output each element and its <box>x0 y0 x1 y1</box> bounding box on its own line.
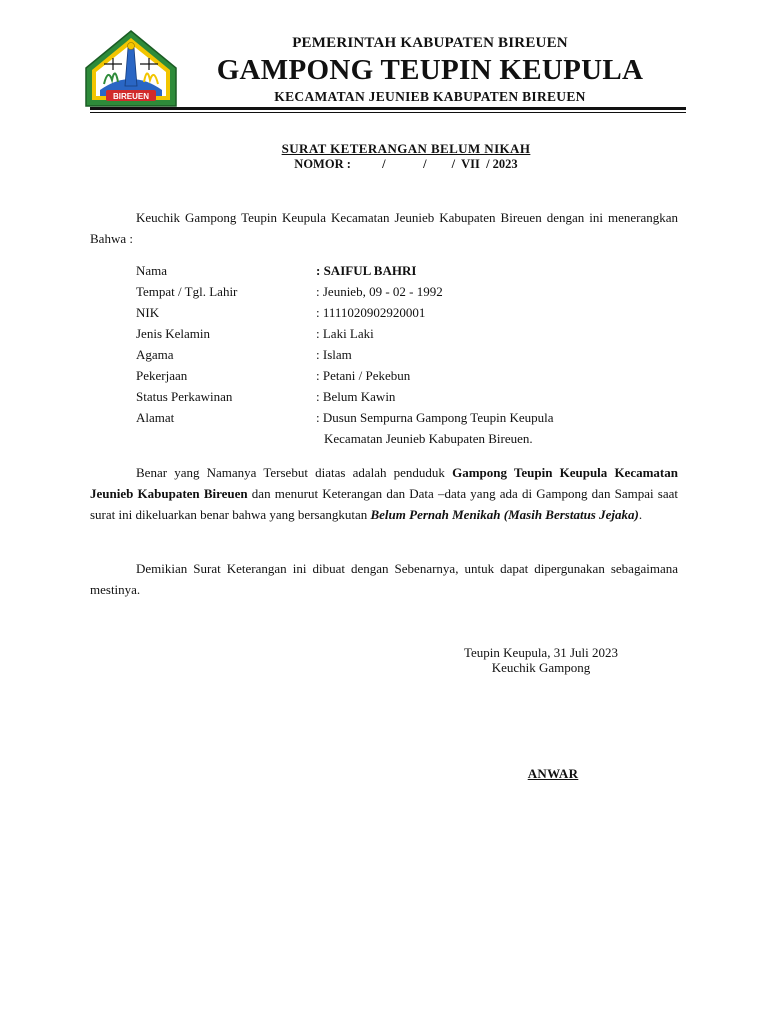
field-row-occupation <box>136 365 410 386</box>
signature-place-date: Teupin Keupula, 31 Juli 2023 <box>464 645 618 660</box>
field-value: : Dusun Sempurna Gampong Teupin Keupula <box>316 410 554 425</box>
bireuen-logo <box>82 28 180 110</box>
statement-paragraph <box>90 462 678 525</box>
field-row-address <box>136 407 554 428</box>
svg-text:BIREUEN: BIREUEN <box>112 91 150 101</box>
statement-text-1: Benar yang Namanya Tersebut diatas adalah penduduk <box>136 465 453 480</box>
letter-title: SURAT KETERANGAN BELUM NIKAH <box>281 141 531 156</box>
field-label: Agama <box>136 347 174 362</box>
field-label: Alamat <box>136 410 175 425</box>
header-government: PEMERINTAH KABUPATEN BIREUEN <box>292 35 568 51</box>
field-label: Pekerjaan <box>136 368 188 383</box>
field-value: : Belum Kawin <box>316 389 396 404</box>
field-label: Status Perkawinan <box>136 389 233 404</box>
field-row-nik <box>136 302 425 323</box>
field-value: : 1111020902920001 <box>316 305 426 320</box>
field-row-gender <box>136 323 374 344</box>
field-label: Tempat / Tgl. Lahir <box>136 284 238 299</box>
header-rule-thin <box>90 112 686 113</box>
statement-village-bold: Gampong Teupin Keupula Kecamatan Jeunieb Kabupaten Bireuen <box>90 465 678 501</box>
signature-name: ANWAR <box>527 766 579 781</box>
field-row-religion <box>136 344 352 365</box>
field-value: : Petani / Pekebun <box>316 368 411 383</box>
header-village-name: GAMPONG TEUPIN KEUPULA <box>216 54 644 86</box>
header-rule-thick <box>90 107 686 110</box>
letter-number: NOMOR : / / / VII / 2023 <box>294 157 518 171</box>
statement-status-bold: Belum Pernah Menikah (Masih Berstatus Jejaka) <box>370 507 639 522</box>
field-label: NIK <box>136 305 160 320</box>
closing-text: Demikian Surat Keterangan ini dibuat dengan Sebenarnya, untuk dapat dipergunakan sebagaimana mestinya. <box>90 561 678 597</box>
field-label: Jenis Kelamin <box>136 326 211 341</box>
field-row-birth <box>136 281 443 302</box>
field-value: : Islam <box>316 347 352 362</box>
header-district: KECAMATAN JEUNIEB KABUPATEN BIREUEN <box>274 89 586 104</box>
field-value: : SAIFUL BAHRI <box>316 263 417 278</box>
field-row-nama <box>136 260 416 281</box>
intro-text: Keuchik Gampong Teupin Keupula Kecamatan Jeunieb Kabupaten Bireuen dengan ini menerangkan Bahwa : <box>90 210 678 246</box>
field-row-marital-status <box>136 386 395 407</box>
field-value: : Jeunieb, 09 - 02 - 1992 <box>316 284 443 299</box>
intro-paragraph <box>90 207 678 249</box>
statement-text-3: . <box>638 507 643 522</box>
field-value: : Laki Laki <box>316 326 374 341</box>
closing-paragraph <box>90 558 678 600</box>
field-label: Nama <box>136 263 168 278</box>
statement-text-2: dan menurut Keterangan dan Data –data yang ada di Gampong dan Sampai saat surat ini dikeluarkan benar bahwa yang bersangkutan <box>90 486 678 522</box>
signature-role: Keuchik Gampong <box>491 660 591 675</box>
address-line-2: Kecamatan Jeunieb Kabupaten Bireuen. <box>324 431 533 446</box>
